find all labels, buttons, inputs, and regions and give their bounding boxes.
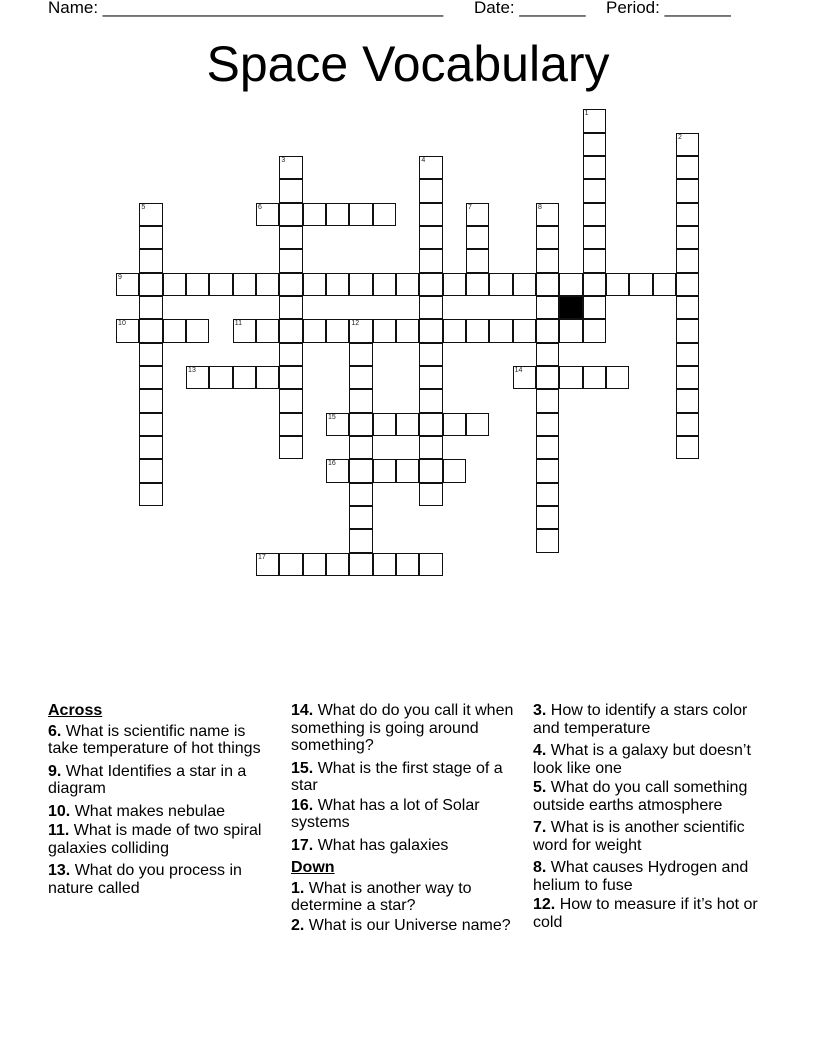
grid-cell[interactable] [583, 226, 606, 249]
clue-number-label: 3 [281, 157, 286, 165]
clue-number: 5. [533, 779, 547, 796]
grid-cell[interactable] [373, 459, 396, 482]
date-field-label[interactable]: Date: _______ [474, 0, 586, 17]
grid-cell[interactable] [676, 296, 699, 319]
grid-cell[interactable] [419, 413, 442, 436]
grid-cell[interactable] [536, 506, 559, 529]
grid-cell[interactable] [443, 413, 466, 436]
grid-cell[interactable] [303, 319, 326, 342]
clue-across-16 [291, 797, 526, 832]
grid-cell[interactable] [279, 343, 302, 366]
clue-text: What do do you call it when something is going around something? [291, 702, 514, 754]
grid-cell[interactable] [373, 273, 396, 296]
grid-cell[interactable] [583, 296, 606, 319]
clue-number-label: 11 [234, 320, 242, 328]
grid-cell[interactable] [419, 296, 442, 319]
grid-cell[interactable] [256, 553, 279, 576]
grid-cell[interactable] [373, 413, 396, 436]
grid-cell[interactable] [326, 459, 349, 482]
page-title: Space Vocabulary [206, 36, 610, 92]
grid-cell[interactable] [676, 389, 699, 412]
clue-number-label: 16 [328, 460, 336, 468]
grid-cell[interactable] [676, 436, 699, 459]
clues-column-2 [291, 702, 526, 939]
grid-cell[interactable] [139, 296, 162, 319]
clue-number: 6. [48, 722, 62, 740]
clue-down-7 [533, 819, 768, 854]
clue-number: 17. [291, 836, 314, 854]
grid-cell[interactable] [536, 389, 559, 412]
grid-cell[interactable] [139, 319, 162, 342]
clue-number: 13. [48, 862, 71, 879]
grid-cell[interactable] [303, 553, 326, 576]
grid-cell[interactable] [396, 553, 419, 576]
grid-cell[interactable] [653, 273, 676, 296]
grid-cell[interactable] [279, 436, 302, 459]
clue-text: What has galaxies [313, 836, 449, 854]
grid-cell[interactable] [419, 203, 442, 226]
clue-number: 12. [533, 896, 556, 913]
grid-cell[interactable] [489, 319, 512, 342]
grid-cell[interactable] [279, 319, 302, 342]
grid-cell[interactable] [233, 366, 256, 389]
grid-cell[interactable] [139, 366, 162, 389]
grid-cell[interactable] [536, 249, 559, 272]
grid-cell[interactable] [279, 249, 302, 272]
clue-text: What is our Universe name? [304, 916, 511, 934]
grid-cell[interactable] [139, 226, 162, 249]
grid-cell[interactable] [279, 413, 302, 436]
grid-cell[interactable] [419, 319, 442, 342]
grid-cell[interactable] [536, 483, 559, 506]
grid-cell[interactable] [676, 413, 699, 436]
grid-cell[interactable] [583, 156, 606, 179]
clue-number: 14. [291, 702, 314, 719]
grid-cell[interactable] [139, 273, 162, 296]
grid-cell[interactable] [303, 273, 326, 296]
grid-cell[interactable] [139, 413, 162, 436]
grid-cell[interactable] [349, 366, 372, 389]
grid-cell[interactable] [139, 436, 162, 459]
grid-cell[interactable] [676, 366, 699, 389]
grid-cell[interactable] [536, 413, 559, 436]
clue-number-label: 6 [258, 203, 262, 211]
grid-cell[interactable] [349, 553, 372, 576]
clue-text: What do you process in nature called [48, 862, 242, 897]
clue-text: How to identify a stars color and temperature [533, 702, 748, 737]
grid-cell[interactable] [583, 319, 606, 342]
grid-cell[interactable] [559, 366, 582, 389]
grid-cell[interactable] [139, 459, 162, 482]
grid-cell[interactable] [349, 436, 372, 459]
clue-number: 8. [533, 859, 547, 876]
grid-cell[interactable] [396, 319, 419, 342]
grid-cell[interactable] [396, 459, 419, 482]
grid-cell[interactable] [536, 273, 559, 296]
grid-cell[interactable] [466, 319, 489, 342]
grid-cell[interactable] [559, 273, 582, 296]
grid-cell[interactable] [419, 249, 442, 272]
grid-cell[interactable] [116, 319, 139, 342]
grid-cell[interactable] [279, 553, 302, 576]
grid-cell[interactable] [419, 366, 442, 389]
grid-cell[interactable] [209, 366, 232, 389]
grid-cell[interactable] [396, 273, 419, 296]
grid-cell[interactable] [163, 319, 186, 342]
grid-cell[interactable] [396, 413, 419, 436]
name-field-label[interactable]: Name: ____________________________________ [48, 0, 444, 17]
grid-cell[interactable] [279, 226, 302, 249]
grid-cell[interactable] [559, 319, 582, 342]
grid-cell[interactable] [279, 273, 302, 296]
grid-cell[interactable] [256, 319, 279, 342]
grid-cell[interactable] [419, 226, 442, 249]
grid-cell[interactable] [419, 156, 442, 179]
clue-across-15 [291, 760, 526, 795]
grid-cell[interactable] [583, 203, 606, 226]
grid-cell[interactable] [466, 249, 489, 272]
clue-down-5 [533, 779, 768, 814]
clue-text: What Identifies a star in a diagram [48, 762, 247, 797]
clue-down-3 [533, 702, 768, 737]
grid-cell[interactable] [676, 133, 699, 156]
grid-cell[interactable] [676, 319, 699, 342]
period-field-label[interactable]: Period: _______ [606, 0, 731, 17]
grid-cell[interactable] [279, 203, 302, 226]
grid-cell[interactable] [443, 273, 466, 296]
grid-cell[interactable] [606, 366, 629, 389]
grid-cell[interactable] [326, 413, 349, 436]
clue-text: What do you call something outside earths atmosphere [533, 779, 748, 814]
grid-cell[interactable] [256, 366, 279, 389]
grid-cell[interactable] [466, 413, 489, 436]
clue-number: 1. [291, 879, 305, 897]
clue-number-label: 10 [118, 320, 126, 328]
grid-cell[interactable] [209, 273, 232, 296]
grid-cell[interactable] [139, 483, 162, 506]
grid-cell[interactable] [419, 459, 442, 482]
grid-cell[interactable] [536, 296, 559, 319]
grid-cell[interactable] [583, 249, 606, 272]
grid-cell[interactable] [419, 273, 442, 296]
grid-cell[interactable] [419, 343, 442, 366]
clue-number: 2. [291, 916, 305, 934]
grid-cell[interactable] [163, 273, 186, 296]
clue-number: 9. [48, 762, 62, 780]
clue-text: What is the first stage of a star [291, 759, 503, 794]
clue-text: What is made of two spiral galaxies colliding [48, 822, 262, 857]
grid-cell[interactable] [513, 366, 536, 389]
clue-number-label: 17 [258, 553, 266, 561]
grid-cell[interactable] [419, 389, 442, 412]
grid-cell[interactable] [349, 459, 372, 482]
clue-number: 4. [533, 742, 547, 759]
clues-column-1 [48, 702, 278, 902]
grid-cell[interactable] [233, 319, 256, 342]
clue-text: What has a lot of Solar systems [291, 796, 480, 831]
grid-cell[interactable] [373, 203, 396, 226]
grid-cell[interactable] [139, 249, 162, 272]
grid-cell[interactable] [326, 203, 349, 226]
grid-cell[interactable] [676, 203, 699, 226]
grid-cell[interactable] [349, 273, 372, 296]
across-heading: Across [48, 702, 103, 719]
clue-text: What is is another scientific word for weight [533, 819, 745, 854]
grid-cell[interactable] [256, 203, 279, 226]
clue-number: 11. [48, 822, 70, 839]
clue-down-4 [533, 742, 768, 777]
clue-down-1 [291, 880, 526, 915]
grid-cell[interactable] [676, 249, 699, 272]
down-heading: Down [291, 859, 335, 876]
clue-number-label: 14 [514, 366, 523, 374]
grid-cell[interactable] [676, 343, 699, 366]
grid-cell[interactable] [536, 366, 559, 389]
grid-cell[interactable] [279, 179, 302, 202]
clue-number-label: 9 [118, 273, 122, 281]
grid-cell[interactable] [139, 343, 162, 366]
clue-number: 16. [291, 796, 314, 814]
clue-number-label: 12 [351, 320, 360, 328]
grid-cell[interactable] [326, 273, 349, 296]
grid-cell[interactable] [186, 366, 209, 389]
grid-cell[interactable] [583, 273, 606, 296]
clue-number-label: 1 [584, 110, 589, 118]
clue-number-label: 7 [468, 203, 472, 211]
grid-cell[interactable] [349, 529, 372, 552]
clue-text: What is scientific name is take temperature of hot things [48, 722, 261, 757]
clue-number: 15. [291, 759, 314, 777]
grid-cell[interactable] [419, 436, 442, 459]
clue-across-17 [291, 837, 526, 855]
grid-cell[interactable] [443, 459, 466, 482]
grid-cell[interactable] [349, 506, 372, 529]
grid-cell[interactable] [349, 483, 372, 506]
clue-number: 10. [48, 802, 71, 820]
grid-cell[interactable] [139, 203, 162, 226]
grid-cell[interactable] [583, 109, 606, 132]
grid-cell[interactable] [583, 133, 606, 156]
grid-cell[interactable] [349, 203, 372, 226]
clue-number: 3. [533, 702, 547, 719]
grid-cell[interactable] [536, 529, 559, 552]
clue-number-label: 8 [537, 203, 542, 211]
clue-text: What is a galaxy but doesn’t look like one [533, 742, 751, 777]
grid-cell[interactable] [536, 319, 559, 342]
grid-cell[interactable] [536, 203, 559, 226]
grid-cell[interactable] [513, 273, 536, 296]
grid-cell[interactable] [536, 343, 559, 366]
grid-cell[interactable] [349, 343, 372, 366]
grid-cell[interactable] [606, 273, 629, 296]
clue-down-8 [533, 859, 768, 894]
grid-cell[interactable] [676, 226, 699, 249]
grid-cell[interactable] [279, 389, 302, 412]
clue-number-label: 4 [421, 157, 426, 165]
grid-cell[interactable] [279, 296, 302, 319]
grid-cell[interactable] [139, 389, 162, 412]
grid-cell[interactable] [466, 203, 489, 226]
grid-cell[interactable] [186, 273, 209, 296]
grid-cell[interactable] [279, 156, 302, 179]
clue-text: How to measure if it’s hot or cold [533, 896, 758, 931]
clue-number-label: 5 [141, 203, 146, 211]
grid-cell[interactable] [349, 319, 372, 342]
clue-number-label: 13 [188, 366, 196, 374]
grid-cell[interactable] [536, 226, 559, 249]
grid-cell[interactable] [233, 273, 256, 296]
clue-text: What is another way to determine a star? [291, 879, 472, 914]
grid-cell[interactable] [629, 273, 652, 296]
clue-number-label: 2 [677, 133, 682, 141]
clue-number: 7. [533, 819, 547, 836]
grid-cell[interactable] [419, 179, 442, 202]
grid-cell[interactable] [466, 226, 489, 249]
grid-cell[interactable] [326, 553, 349, 576]
grid-cell[interactable] [279, 366, 302, 389]
clues-column-3 [533, 702, 768, 936]
clue-across-9 [48, 763, 278, 798]
grid-cell[interactable] [256, 273, 279, 296]
clue-across-14 [291, 702, 526, 755]
grid-cell[interactable] [489, 273, 512, 296]
clue-down-12 [533, 896, 768, 931]
grid-cell[interactable] [676, 273, 699, 296]
grid-cell[interactable] [536, 459, 559, 482]
grid-cell[interactable] [326, 319, 349, 342]
grid-cell[interactable] [186, 319, 209, 342]
clue-across-11 [48, 822, 278, 857]
clue-number-label: 15 [328, 413, 336, 421]
grid-cell[interactable] [583, 366, 606, 389]
grid-cell[interactable] [419, 553, 442, 576]
clue-across-6 [48, 723, 278, 758]
clue-text: What makes nebulae [70, 802, 225, 820]
grid-cell[interactable] [349, 413, 372, 436]
grid-cell[interactable] [373, 319, 396, 342]
grid-cell[interactable] [373, 553, 396, 576]
grid-cell[interactable] [676, 179, 699, 202]
grid-cell[interactable] [513, 319, 536, 342]
grid-cell[interactable] [536, 436, 559, 459]
grid-cell[interactable] [443, 319, 466, 342]
grid-cell[interactable] [303, 203, 326, 226]
grid-cell[interactable] [583, 179, 606, 202]
grid-cell[interactable] [419, 483, 442, 506]
black-cell [559, 296, 582, 319]
clue-across-10 [48, 803, 278, 821]
grid-cell[interactable] [676, 156, 699, 179]
grid-cell[interactable] [349, 389, 372, 412]
clue-down-2 [291, 917, 526, 935]
clue-text: What causes Hydrogen and helium to fuse [533, 859, 749, 894]
grid-cell[interactable] [116, 273, 139, 296]
grid-cell[interactable] [466, 273, 489, 296]
clue-across-13 [48, 862, 278, 897]
